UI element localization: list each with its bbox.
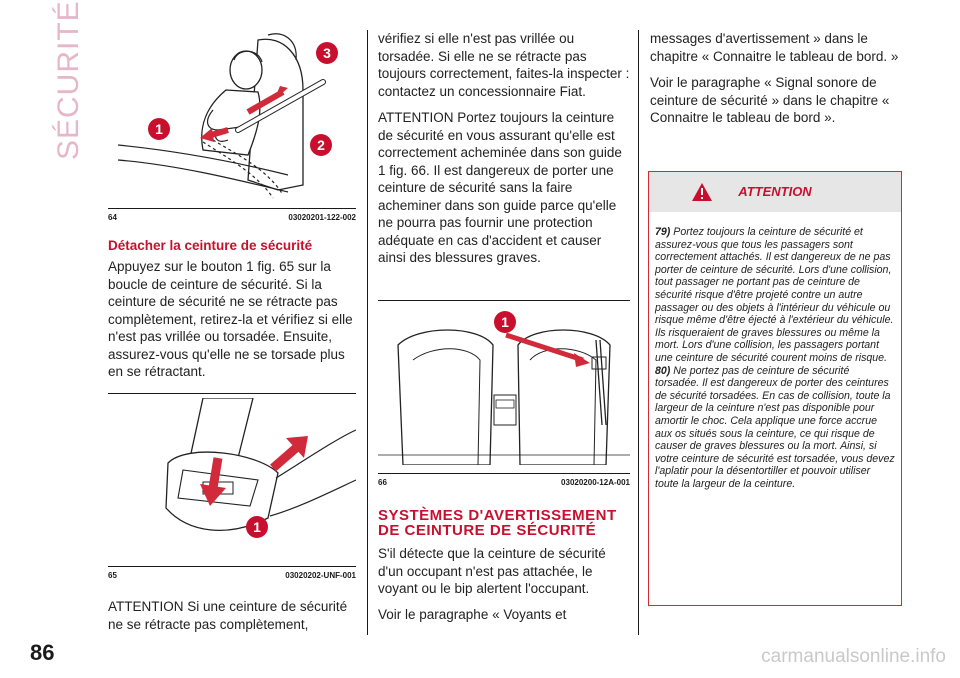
figure-rule	[108, 393, 356, 394]
figure-number: 64	[108, 213, 117, 222]
watermark: carmanualsonline.info	[761, 646, 946, 667]
figure-rule	[108, 208, 356, 209]
paragraph: messages d'avertissement » dans le chapitre « Connaitre le tableau de bord. »	[650, 31, 899, 64]
paragraph: vérifiez si elle n'est pas vrillée ou torsadée. Si elle ne se rétracte pas toujours correctement, faites-la inspecter : contactez un concessionnaire Fiat.	[378, 31, 630, 99]
callout-1: 1	[148, 118, 170, 140]
warning-item-number: 79)	[655, 226, 671, 238]
column-3-text	[650, 30, 902, 127]
figure-rule	[108, 566, 356, 567]
figure-caption	[378, 478, 630, 487]
figure-65	[108, 398, 356, 558]
page-number: 86	[30, 640, 55, 665]
buckle-release-illustration	[108, 398, 356, 558]
paragraph: Voir le paragraphe « Signal sonore de ceinture de sécurité » dans le chapitre « Connaitre le tableau de bord ».	[650, 75, 890, 125]
figure-66	[378, 305, 630, 465]
warning-body	[655, 226, 895, 490]
figure-rule	[378, 473, 630, 474]
column-2-text	[378, 30, 630, 267]
section-heading: SYSTÈMES D'AVERTISSEMENT DE CEINTURE DE SÉCURITÉ	[378, 507, 617, 539]
paragraph: ATTENTION Portez toujours la ceinture de sécurité en vous assurant qu'elle est correctement acheminée dans son guide 1 fig. 66. Il est dangereux de porter une ceinture de sécurité sans la faire acheminer dans son guide parce qu'elle ne pourra pas fournir une protection adéquate en cas d'accident et causer ainsi des blessures graves.	[378, 110, 622, 265]
figure-code: 03020202-UNF-001	[285, 571, 356, 580]
paragraph: Voir le paragraphe « Voyants et	[378, 606, 567, 622]
figure-rule	[378, 300, 630, 301]
warning-item-text: Portez toujours la ceinture de sécurité et assurez-vous que tous les passagers sont correctement attachés. Il est dangereux de ne pas porter de ceinture de sécurité. Lors d'une collision, tout passager ne portant pas de ceinture de sécurité risque d'être projeté contre un autre passager ou des objets à l'intérieur du véhicule ou risque même d'être éjecté à l'extérieur du véhicule. Ils risqueraient de graves blessures ou même la mort. Lors d'une collision, les passagers portant une ceinture de sécurité courent moins de risque.	[655, 226, 894, 364]
column-divider	[638, 30, 639, 635]
warning-header	[649, 172, 901, 212]
warning-title: ATTENTION	[738, 184, 812, 199]
callout-1: 1	[246, 516, 268, 538]
section-title: SÉCURITÉ	[52, 0, 85, 160]
warning-box	[648, 171, 902, 606]
figure-caption	[108, 571, 356, 580]
callout-1: 1	[494, 311, 516, 333]
figure-64	[108, 30, 356, 200]
column-1-text-bottom	[108, 598, 358, 633]
figure-caption	[108, 213, 356, 222]
paragraph: Appuyez sur le bouton 1 fig. 65 sur la boucle de ceinture de sécurité. Si la ceinture de sécurité ne se rétracte pas complètement, retirez-la et vérifiez si elle n'est pas vrillée ou torsadée. Ensuite, assurez-vous qu'elle ne se torsade plus en se rétractant.	[108, 259, 353, 379]
column-1-text	[108, 238, 358, 381]
figure-number: 65	[108, 571, 117, 580]
callout-2: 2	[310, 134, 332, 156]
column-2-text-bottom	[378, 508, 630, 623]
figure-code: 03020201-122-002	[288, 213, 356, 222]
section-heading: Détacher la ceinture de sécurité	[108, 238, 313, 253]
warning-item	[655, 365, 895, 491]
paragraph: S'il détecte que la ceinture de sécurité d'un occupant n'est pas attachée, le voyant ou le bip alertent l'occupant.	[378, 546, 606, 596]
figure-number: 66	[378, 478, 387, 487]
warning-item	[655, 226, 895, 365]
callout-3: 3	[316, 42, 338, 64]
figure-code: 03020200-12A-001	[561, 478, 630, 487]
paragraph: ATTENTION Si une ceinture de sécurité ne se rétracte pas complètement,	[108, 599, 348, 632]
warning-item-text: Ne portez pas de ceinture de sécurité torsadée. Il est dangereux de porter des ceintures de sécurité torsadées. En cas de collision, toute la largeur de la ceinture n'est pas disponible pour amortir le choc. Cela applique une force accrue aux os situés sous la ceinture, ce qui risque de causer de graves blessures ou la mort. Ainsi, si votre ceinture de sécurité est torsadée, vous devez l'aplatir pour la désentortiller et pouvoir utiliser toute la largeur de la ceinture.	[655, 364, 895, 490]
warning-item-number: 80)	[655, 364, 671, 377]
column-divider	[367, 30, 368, 635]
